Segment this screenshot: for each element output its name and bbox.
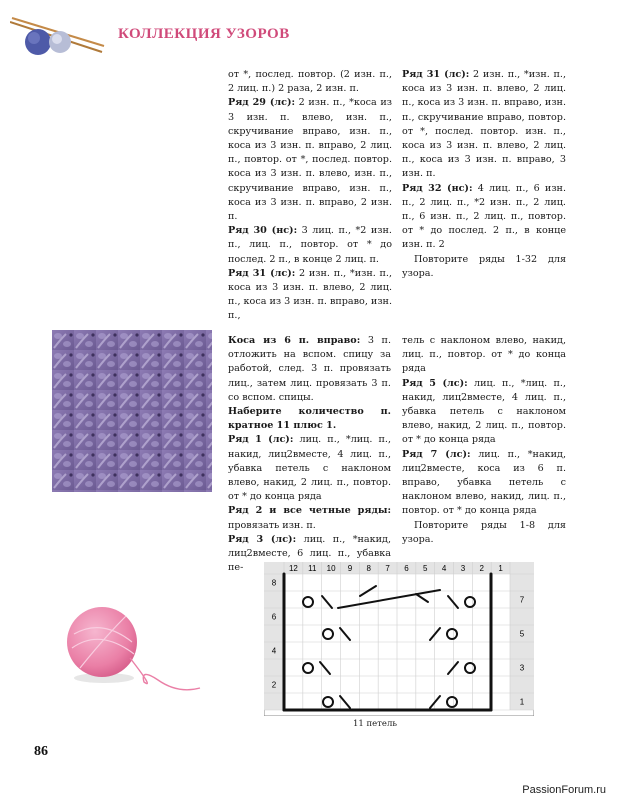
chart-col-number: 3 xyxy=(460,564,466,573)
chart-row-number: 1 xyxy=(519,697,525,707)
text-paragraph: Повторите ряды 1-32 для узора. xyxy=(402,253,566,279)
text-paragraph: Повторите ряды 1-8 для узора. xyxy=(402,519,566,545)
row-label: Ряд 7 (лс): xyxy=(402,448,471,460)
yarn-ball-icon xyxy=(60,598,210,708)
yarn-needles-icon xyxy=(10,12,108,58)
chart-col-number: 9 xyxy=(347,564,353,573)
section-title: КОЛЛЕКЦИЯ УЗОРОВ xyxy=(118,26,290,42)
chart-col-number: 2 xyxy=(479,564,484,573)
chart-row-number: 3 xyxy=(519,663,525,673)
text-paragraph: Ряд 31 (лс): 2 изн. п., *изн. п., коса из 3 изн. п. влево, 2 лиц. п., коса из 3 изн. п. вправо, изн. п., xyxy=(228,267,393,322)
row-label: Ряд 5 (лс): xyxy=(402,377,468,389)
row-label: Коса из 6 п. вправо: xyxy=(228,335,361,346)
pattern1-column-right xyxy=(402,68,566,281)
text-paragraph: Наберите количество п. кратное 11 плюс 1. xyxy=(228,406,391,432)
pattern1-column-left xyxy=(228,68,392,324)
chart-row-number: 7 xyxy=(519,595,525,605)
pattern2-column-left xyxy=(228,334,391,575)
chart-col-number: 4 xyxy=(441,564,447,573)
row-label: Ряд 1 (лс): xyxy=(228,434,294,446)
row-label: Ряд 2 и все четные ряды: xyxy=(228,505,391,517)
text-paragraph: Ряд 29 (лс): 2 изн. п., *коса из 3 изн. п. влево, изн. п., скручивание вправо, изн. п., коса из 3 изн. п. вправо, 2 лиц. п., повтор. от *, послед. повтор. коса из 3 изн. п. влево, изн. п., скручивание вправо, изн. п., коса из 3 изн. п. вправо, 2 изн. п. xyxy=(228,97,392,223)
text-paragraph: Ряд 30 (нс): 3 лиц. п., *2 изн. п., лиц. п., повтор. от * до послед. 2 п., в конце 2 лиц. п. xyxy=(228,225,392,265)
chart-col-number: 11 xyxy=(308,564,317,573)
chart-col-number: 12 xyxy=(288,564,298,573)
text-paragraph: Ряд 31 (лс): 2 изн. п., *изн. п., коса из 3 изн. п. влево, 2 лиц. п., коса из 3 изн. п. вправо, изн. п., скручивание вправо, повтор. от *, послед. повтор. изн. п., коса из 3 изн. п. влево, 2 лиц. п., коса из 3 изн. п. вправо, 3 изн. п. xyxy=(402,69,567,180)
chart-row-number: 2 xyxy=(271,680,277,690)
row-label: Ряд 29 (лс): xyxy=(228,97,296,109)
chart-col-number: 10 xyxy=(326,564,336,573)
page-number: 86 xyxy=(34,744,48,759)
row-label: Ряд 30 (нс): xyxy=(228,225,298,237)
chart-col-number: 7 xyxy=(385,564,390,573)
text-paragraph: Ряд 5 (лс): лиц. п., *лиц. п., накид, лиц2вместе, 4 лиц. п., убавка петель с наклоном влево, накид, 2 лиц. п., повтор. от * до конца ряда xyxy=(402,377,566,446)
text-paragraph: Ряд 2 и все четные ряды: провязать изн. п. xyxy=(228,505,391,531)
chart-row-number: 6 xyxy=(271,612,277,622)
row-label: Ряд 31 (лс): xyxy=(228,267,296,279)
knitted-swatch-photo xyxy=(52,330,212,492)
text-paragraph: Ряд 1 (лс): лиц. п., *лиц. п., накид, лиц2вместе, 4 лиц. п., убавка петель с наклоном влево, накид, 2 лиц. п., повтор. от * до конца ряда xyxy=(228,434,391,503)
chart-caption: 11 петель xyxy=(353,719,397,729)
chart-row-number: 5 xyxy=(519,629,525,639)
row-label: Ряд 32 (нс): xyxy=(402,182,473,194)
text-paragraph: Ряд 3 (лс): лиц. п., *накид, лиц2вместе, 6 лиц. п., убавка пе- xyxy=(228,533,391,574)
pattern2-column-right xyxy=(402,334,566,547)
chart-col-number: 5 xyxy=(423,564,428,573)
text-paragraph: Коса из 6 п. вправо: 3 п. отложить на вспом. спицу за работой, след. 3 п. провязать лиц., затем лиц. провязать 3 п. со вспом. спицы. xyxy=(228,335,391,403)
knitting-chart xyxy=(264,562,534,716)
text-paragraph: Ряд 32 (нс): 4 лиц. п., 6 изн. п., 2 лиц. п., *2 изн. п., 2 лиц. п., 6 изн. п., 2 лиц. п., повтор. от * до послед. 2 п., в конце изн. п. 2 xyxy=(402,182,566,251)
site-watermark: PassionForum.ru xyxy=(522,784,606,796)
chart-row-number: 4 xyxy=(271,646,277,656)
text-paragraph: от *, послед. повтор. (2 изн. п., 2 лиц. п.) 2 раза, 2 изн. п. xyxy=(228,69,392,95)
row-label: Ряд 3 (лс): xyxy=(228,533,297,545)
chart-col-number: 8 xyxy=(366,564,371,573)
chart-col-number: 1 xyxy=(498,564,503,573)
text-paragraph: Ряд 7 (лс): лиц. п., *накид, лиц2вместе, коса из 6 п. вправо, убавка петель с наклоном влево, накид, лиц. п., повтор. от * до конца ряда xyxy=(402,448,567,517)
text-paragraph: тель с наклоном влево, накид, лиц. п., повтор. от * до конца ряда xyxy=(402,335,566,375)
chart-col-number: 6 xyxy=(404,564,409,573)
row-label: Ряд 31 (лс): xyxy=(402,69,470,80)
chart-row-number: 8 xyxy=(271,578,277,588)
